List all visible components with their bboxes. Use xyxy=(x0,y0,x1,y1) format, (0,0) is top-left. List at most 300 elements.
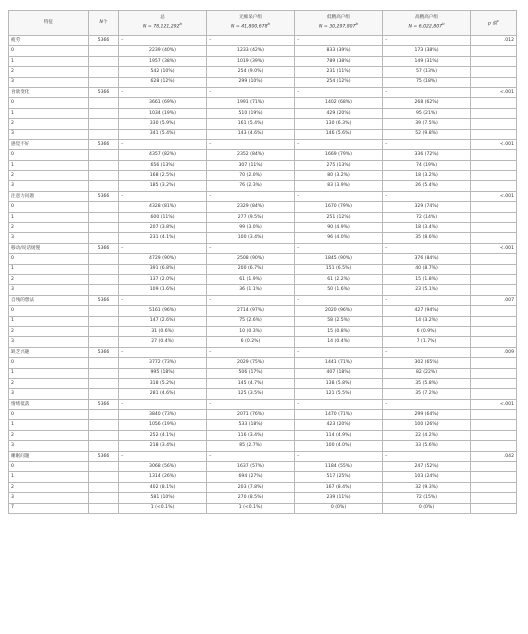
table-row xyxy=(9,77,517,87)
table-row xyxy=(9,285,517,295)
low-cell: 146 (5.6%) xyxy=(295,129,383,139)
p-cell-empty xyxy=(471,46,517,56)
low-cell: 1470 (71%) xyxy=(295,410,383,420)
p-cell-empty xyxy=(471,119,517,129)
level-cell: 1 xyxy=(9,108,89,118)
n-cell-empty xyxy=(89,306,119,316)
high-cell: 103 (24%) xyxy=(383,472,471,482)
low-cell: 1669 (79%) xyxy=(295,150,383,160)
n-cell-empty xyxy=(89,503,119,513)
low-cell: 429 (20%) xyxy=(295,108,383,118)
p-cell-empty xyxy=(471,285,517,295)
total-cell: 542 (10%) xyxy=(119,67,207,77)
table-row xyxy=(9,160,517,170)
total-cell: 330 (5.9%) xyxy=(119,119,207,129)
n-cell-empty xyxy=(89,223,119,233)
n-cell-empty xyxy=(89,441,119,451)
table-row xyxy=(9,212,517,222)
n-cell-empty xyxy=(89,129,119,139)
level-cell: 3 xyxy=(9,493,89,503)
p-cell-empty xyxy=(471,129,517,139)
p-cell-empty xyxy=(471,264,517,274)
total-cell: 1034 (19%) xyxy=(119,108,207,118)
level-cell: 2 xyxy=(9,171,89,181)
high-cell: 15 (1.8%) xyxy=(383,274,471,284)
group-name: 疲劳 xyxy=(9,36,89,46)
group-dash-low: – xyxy=(295,295,383,305)
level-cell: 3 xyxy=(9,441,89,451)
group-dash-none: – xyxy=(207,243,295,253)
header-p: p 值$^c$ xyxy=(471,11,517,36)
total-cell: 581 (10%) xyxy=(119,493,207,503)
total-cell: 600 (11%) xyxy=(119,212,207,222)
p-cell-empty xyxy=(471,368,517,378)
high-cell: 23 (5.1%) xyxy=(383,285,471,295)
n-cell-empty xyxy=(89,46,119,56)
high-cell: 247 (52%) xyxy=(383,462,471,472)
none-cell: 1019 (39%) xyxy=(207,56,295,66)
total-cell: 5161 (96%) xyxy=(119,306,207,316)
level-cell: 3 xyxy=(9,233,89,243)
none-cell: 75 (2.6%) xyxy=(207,316,295,326)
p-cell-empty xyxy=(471,274,517,284)
level-cell: 2 xyxy=(9,430,89,440)
none-cell: 2071 (76%) xyxy=(207,410,295,420)
total-cell: 3840 (73%) xyxy=(119,410,207,420)
n-cell-empty xyxy=(89,482,119,492)
none-cell: 85 (2.7%) xyxy=(207,441,295,451)
none-cell: 2508 (90%) xyxy=(207,254,295,264)
level-cell: 3 xyxy=(9,389,89,399)
low-cell: 130 (6.3%) xyxy=(295,119,383,129)
low-cell: 90 (4.9%) xyxy=(295,223,383,233)
n-cell-empty xyxy=(89,337,119,347)
low-cell: 407 (18%) xyxy=(295,368,383,378)
none-cell: 116 (3.4%) xyxy=(207,430,295,440)
low-cell: 14 (0.4%) xyxy=(295,337,383,347)
group-p-value: .042 xyxy=(471,451,517,461)
group-row xyxy=(9,295,517,305)
level-cell: 3 xyxy=(9,77,89,87)
total-cell: 995 (18%) xyxy=(119,368,207,378)
group-dash-none: – xyxy=(207,347,295,357)
high-cell: 82 (22%) xyxy=(383,368,471,378)
n-cell-empty xyxy=(89,98,119,108)
none-cell: 2029 (75%) xyxy=(207,358,295,368)
table-row xyxy=(9,306,517,316)
none-cell: 2329 (84%) xyxy=(207,202,295,212)
level-cell: 7 xyxy=(9,503,89,513)
group-dash-low: – xyxy=(295,451,383,461)
table-row xyxy=(9,316,517,326)
p-cell-empty xyxy=(471,493,517,503)
table-row xyxy=(9,378,517,388)
n-cell-empty xyxy=(89,119,119,129)
total-cell: 2239 (40%) xyxy=(119,46,207,56)
level-cell: 0 xyxy=(9,462,89,472)
group-row xyxy=(9,191,517,201)
none-cell: 145 (4.7%) xyxy=(207,378,295,388)
level-cell: 0 xyxy=(9,98,89,108)
table-row xyxy=(9,368,517,378)
header-feature: 特征 xyxy=(9,11,89,36)
high-cell: 35 (7.2%) xyxy=(383,389,471,399)
p-cell-empty xyxy=(471,67,517,77)
level-cell: 0 xyxy=(9,358,89,368)
low-cell: 254 (12%) xyxy=(295,77,383,87)
high-cell: 299 (64%) xyxy=(383,410,471,420)
p-cell-empty xyxy=(471,420,517,430)
total-cell: 1957 (38%) xyxy=(119,56,207,66)
total-cell: 218 (3.4%) xyxy=(119,441,207,451)
table-row xyxy=(9,430,517,440)
group-dash-none: – xyxy=(207,451,295,461)
n-cell-empty xyxy=(89,472,119,482)
none-cell: 143 (4.6%) xyxy=(207,129,295,139)
table-row xyxy=(9,420,517,430)
group-dash-low: – xyxy=(295,399,383,409)
p-cell-empty xyxy=(471,462,517,472)
total-cell: 3068 (56%) xyxy=(119,462,207,472)
group-dash-high: – xyxy=(383,36,471,46)
n-cell-empty xyxy=(89,171,119,181)
table-header xyxy=(9,11,517,36)
group-dash-low: – xyxy=(295,347,383,357)
group-name: 睡眠问题 xyxy=(9,451,89,461)
level-cell: 1 xyxy=(9,420,89,430)
p-cell-empty xyxy=(471,150,517,160)
n-cell-empty xyxy=(89,181,119,191)
high-cell: 74 (19%) xyxy=(383,160,471,170)
p-cell-empty xyxy=(471,108,517,118)
total-cell: 3772 (73%) xyxy=(119,358,207,368)
table-row xyxy=(9,46,517,56)
table-row xyxy=(9,67,517,77)
total-cell: 4328 (81%) xyxy=(119,202,207,212)
group-name: 自残的想法 xyxy=(9,295,89,305)
level-cell: 0 xyxy=(9,150,89,160)
p-cell-empty xyxy=(471,441,517,451)
group-row xyxy=(9,87,517,97)
high-cell: 35 (5.8%) xyxy=(383,378,471,388)
low-cell: 0 (0%) xyxy=(295,503,383,513)
table-row xyxy=(9,410,517,420)
n-cell-empty xyxy=(89,264,119,274)
table-row xyxy=(9,98,517,108)
high-cell: 72 (15%) xyxy=(383,493,471,503)
table-row xyxy=(9,337,517,347)
n-cell-empty xyxy=(89,326,119,336)
n-cell-empty xyxy=(89,389,119,399)
n-cell-empty xyxy=(89,462,119,472)
n-cell-empty xyxy=(89,233,119,243)
p-cell-empty xyxy=(471,482,517,492)
p-cell-empty xyxy=(471,160,517,170)
characteristics-table xyxy=(8,10,517,514)
none-cell: 1637 (57%) xyxy=(207,462,295,472)
high-cell: 39 (7.5%) xyxy=(383,119,471,129)
none-cell: 2714 (97%) xyxy=(207,306,295,316)
n-cell-empty xyxy=(89,378,119,388)
n-cell-empty xyxy=(89,420,119,430)
group-dash-low: – xyxy=(295,243,383,253)
low-cell: 58 (2.5%) xyxy=(295,316,383,326)
group-n: 5366 xyxy=(89,295,119,305)
level-cell: 2 xyxy=(9,378,89,388)
none-cell: 2352 (84%) xyxy=(207,150,295,160)
none-cell: 533 (18%) xyxy=(207,420,295,430)
high-cell: 100 (26%) xyxy=(383,420,471,430)
level-cell: 2 xyxy=(9,67,89,77)
p-cell-empty xyxy=(471,202,517,212)
group-dash-low: – xyxy=(295,36,383,46)
group-p-value: <.001 xyxy=(471,139,517,149)
group-name: 注意力问题 xyxy=(9,191,89,201)
group-dash-high: – xyxy=(383,243,471,253)
group-row xyxy=(9,139,517,149)
level-cell: 1 xyxy=(9,160,89,170)
low-cell: 138 (5.8%) xyxy=(295,378,383,388)
low-cell: 151 (6.5%) xyxy=(295,264,383,274)
level-cell: 1 xyxy=(9,56,89,66)
group-dash-high: – xyxy=(383,451,471,461)
group-dash-total: – xyxy=(119,36,207,46)
group-dash-total: – xyxy=(119,347,207,357)
group-n: 5366 xyxy=(89,87,119,97)
group-dash-high: – xyxy=(383,295,471,305)
table-row xyxy=(9,389,517,399)
none-cell: 1233 (42%) xyxy=(207,46,295,56)
p-cell-empty xyxy=(471,326,517,336)
none-cell: 270 (8.5%) xyxy=(207,493,295,503)
high-cell: 35 (8.6%) xyxy=(383,233,471,243)
table-row xyxy=(9,254,517,264)
level-cell: 3 xyxy=(9,129,89,139)
low-cell: 83 (3.9%) xyxy=(295,181,383,191)
p-cell-empty xyxy=(471,378,517,388)
p-cell-empty xyxy=(471,306,517,316)
none-cell: 61 (1.9%) xyxy=(207,274,295,284)
group-name: 情绪低落 xyxy=(9,399,89,409)
group-dash-low: – xyxy=(295,191,383,201)
none-cell: 307 (11%) xyxy=(207,160,295,170)
table-row xyxy=(9,503,517,513)
table-row xyxy=(9,326,517,336)
high-cell: 376 (84%) xyxy=(383,254,471,264)
low-cell: 100 (4.0%) xyxy=(295,441,383,451)
low-cell: 96 (4.0%) xyxy=(295,233,383,243)
table-row xyxy=(9,202,517,212)
n-cell-empty xyxy=(89,77,119,87)
table-row xyxy=(9,223,517,233)
table-row xyxy=(9,171,517,181)
table-row xyxy=(9,462,517,472)
total-cell: 1 (<0.1%) xyxy=(119,503,207,513)
n-cell-empty xyxy=(89,254,119,264)
group-dash-total: – xyxy=(119,243,207,253)
p-cell-empty xyxy=(471,254,517,264)
none-cell: 36 (1.1%) xyxy=(207,285,295,295)
p-cell-empty xyxy=(471,503,517,513)
total-cell: 109 (1.6%) xyxy=(119,285,207,295)
table-row xyxy=(9,264,517,274)
high-cell: 32 (9.3%) xyxy=(383,482,471,492)
level-cell: 3 xyxy=(9,285,89,295)
low-cell: 114 (4.9%) xyxy=(295,430,383,440)
group-row xyxy=(9,243,517,253)
low-cell: 61 (2.2%) xyxy=(295,274,383,284)
total-cell: 185 (3.2%) xyxy=(119,181,207,191)
total-cell: 231 (4.1%) xyxy=(119,233,207,243)
high-cell: 18 (3.2%) xyxy=(383,171,471,181)
group-dash-none: – xyxy=(207,399,295,409)
high-cell: 95 (21%) xyxy=(383,108,471,118)
none-cell: 506 (17%) xyxy=(207,368,295,378)
group-p-value: <.001 xyxy=(471,87,517,97)
low-cell: 251 (12%) xyxy=(295,212,383,222)
high-cell: 0 (0%) xyxy=(383,503,471,513)
table-body xyxy=(9,36,517,514)
n-cell-empty xyxy=(89,202,119,212)
high-cell: 336 (72%) xyxy=(383,150,471,160)
total-cell: 252 (4.1%) xyxy=(119,430,207,440)
high-cell: 149 (31%) xyxy=(383,56,471,66)
table-row xyxy=(9,150,517,160)
high-cell: 7 (1.7%) xyxy=(383,337,471,347)
group-p-value: .007 xyxy=(471,295,517,305)
total-cell: 341 (5.4%) xyxy=(119,129,207,139)
total-cell: 656 (13%) xyxy=(119,160,207,170)
group-dash-total: – xyxy=(119,87,207,97)
group-dash-high: – xyxy=(383,399,471,409)
table-row xyxy=(9,482,517,492)
header-total: 总 N = 78,121,292$^b$ xyxy=(119,11,207,36)
none-cell: 100 (3.4%) xyxy=(207,233,295,243)
n-cell-empty xyxy=(89,316,119,326)
level-cell: 2 xyxy=(9,326,89,336)
group-p-value: <.001 xyxy=(471,399,517,409)
n-cell-empty xyxy=(89,410,119,420)
table-row xyxy=(9,441,517,451)
n-cell-empty xyxy=(89,430,119,440)
group-dash-low: – xyxy=(295,87,383,97)
group-dash-high: – xyxy=(383,191,471,201)
p-cell-empty xyxy=(471,389,517,399)
table-row xyxy=(9,233,517,243)
group-p-value: .009 xyxy=(471,347,517,357)
table-row xyxy=(9,472,517,482)
group-dash-total: – xyxy=(119,295,207,305)
n-cell-empty xyxy=(89,493,119,503)
low-cell: 423 (20%) xyxy=(295,420,383,430)
total-cell: 4729 (90%) xyxy=(119,254,207,264)
group-p-value: <.001 xyxy=(471,243,517,253)
group-n: 5366 xyxy=(89,399,119,409)
table-row xyxy=(9,129,517,139)
none-cell: 125 (3.5%) xyxy=(207,389,295,399)
group-dash-none: – xyxy=(207,36,295,46)
p-cell-empty xyxy=(471,181,517,191)
high-cell: 26 (5.4%) xyxy=(383,181,471,191)
total-cell: 168 (2.5%) xyxy=(119,171,207,181)
high-cell: 40 (8.7%) xyxy=(383,264,471,274)
level-cell: 1 xyxy=(9,316,89,326)
none-cell: 6 (0.2%) xyxy=(207,337,295,347)
low-cell: 121 (5.5%) xyxy=(295,389,383,399)
high-cell: 268 (62%) xyxy=(383,98,471,108)
low-cell: 275 (13%) xyxy=(295,160,383,170)
high-cell: 329 (74%) xyxy=(383,202,471,212)
low-cell: 789 (38%) xyxy=(295,56,383,66)
group-name: 食欲变化 xyxy=(9,87,89,97)
group-row xyxy=(9,347,517,357)
low-cell: 239 (11%) xyxy=(295,493,383,503)
p-cell-empty xyxy=(471,233,517,243)
level-cell: 0 xyxy=(9,254,89,264)
n-cell-empty xyxy=(89,274,119,284)
total-cell: 147 (2.6%) xyxy=(119,316,207,326)
total-cell: 4357 (82%) xyxy=(119,150,207,160)
group-p-value: .012 xyxy=(471,36,517,46)
table-row xyxy=(9,274,517,284)
none-cell: 299 (10%) xyxy=(207,77,295,87)
table-row xyxy=(9,181,517,191)
level-cell: 1 xyxy=(9,264,89,274)
total-cell: 391 (6.8%) xyxy=(119,264,207,274)
n-cell-empty xyxy=(89,285,119,295)
low-cell: 2020 (96%) xyxy=(295,306,383,316)
group-name: 缺乏兴趣 xyxy=(9,347,89,357)
total-cell: 628 (12%) xyxy=(119,77,207,87)
n-cell-empty xyxy=(89,67,119,77)
low-cell: 231 (11%) xyxy=(295,67,383,77)
table-row xyxy=(9,493,517,503)
level-cell: 2 xyxy=(9,119,89,129)
total-cell: 3661 (69%) xyxy=(119,98,207,108)
group-n: 5366 xyxy=(89,243,119,253)
n-cell-empty xyxy=(89,160,119,170)
none-cell: 510 (19%) xyxy=(207,108,295,118)
low-cell: 80 (3.2%) xyxy=(295,171,383,181)
table-row xyxy=(9,358,517,368)
low-cell: 1441 (71%) xyxy=(295,358,383,368)
none-cell: 1991 (71%) xyxy=(207,98,295,108)
none-cell: 70 (2.0%) xyxy=(207,171,295,181)
high-cell: 33 (5.6%) xyxy=(383,441,471,451)
n-cell-empty xyxy=(89,150,119,160)
level-cell: 1 xyxy=(9,212,89,222)
high-cell: 173 (38%) xyxy=(383,46,471,56)
high-cell: 302 (65%) xyxy=(383,358,471,368)
p-cell-empty xyxy=(471,316,517,326)
high-cell: 52 (9.8%) xyxy=(383,129,471,139)
group-dash-total: – xyxy=(119,139,207,149)
level-cell: 1 xyxy=(9,472,89,482)
none-cell: 161 (5.4%) xyxy=(207,119,295,129)
low-cell: 833 (39%) xyxy=(295,46,383,56)
group-dash-none: – xyxy=(207,139,295,149)
high-cell: 72 (14%) xyxy=(383,212,471,222)
p-cell-empty xyxy=(471,358,517,368)
level-cell: 2 xyxy=(9,482,89,492)
low-cell: 50 (1.6%) xyxy=(295,285,383,295)
group-dash-total: – xyxy=(119,191,207,201)
level-cell: 3 xyxy=(9,337,89,347)
table-container xyxy=(8,10,516,514)
high-cell: 75 (18%) xyxy=(383,77,471,87)
none-cell: 200 (6.7%) xyxy=(207,264,295,274)
total-cell: 402 (8.1%) xyxy=(119,482,207,492)
